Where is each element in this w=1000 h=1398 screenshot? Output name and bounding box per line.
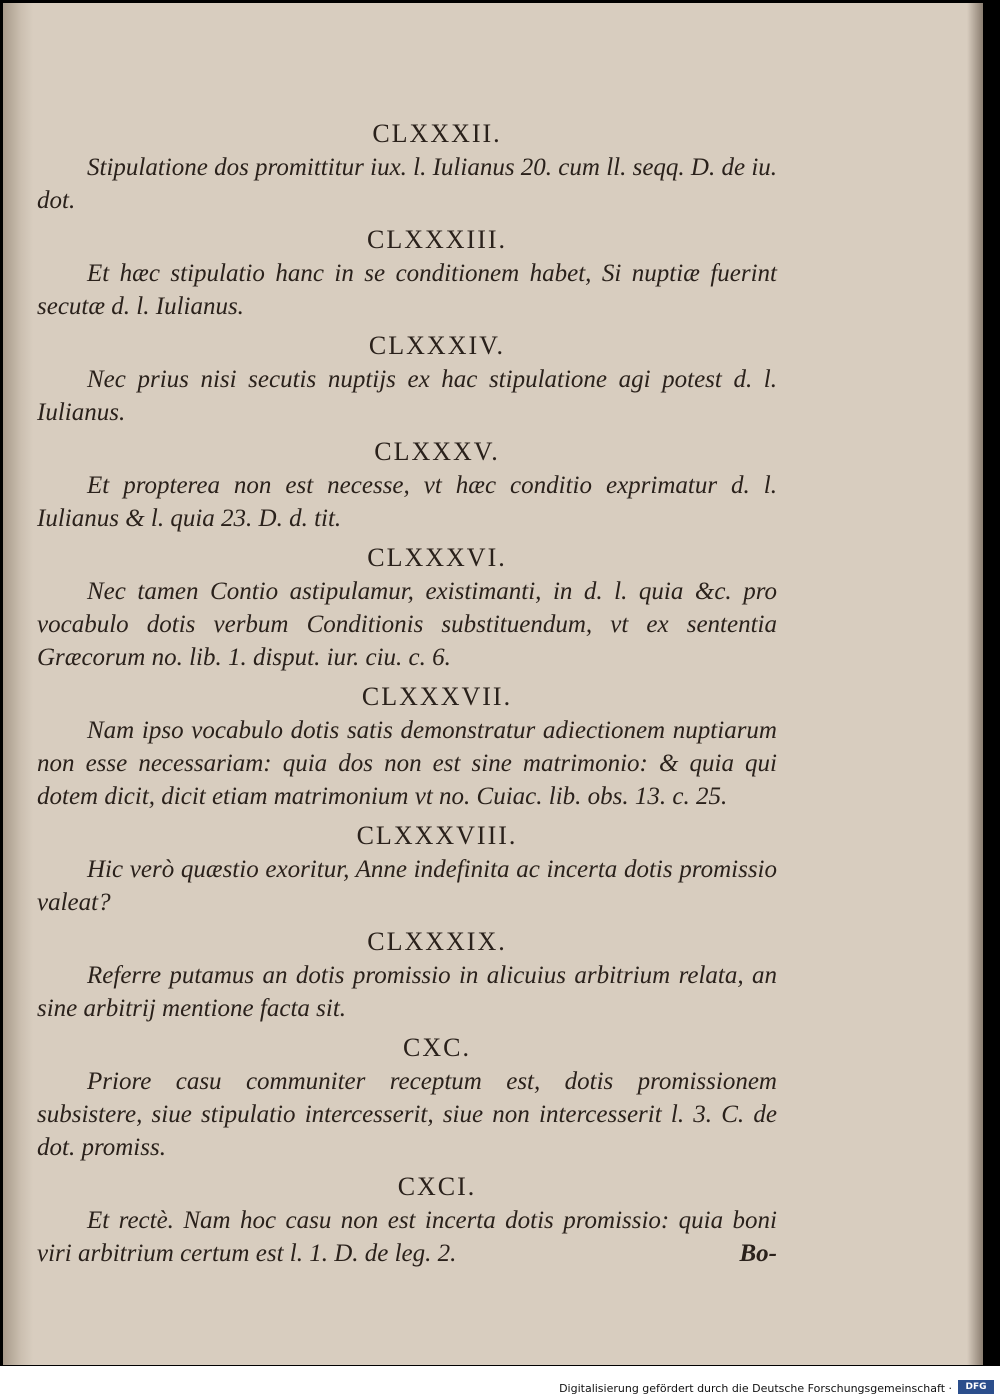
section-text: Nam ipso vocabulo dotis satis demonstratur adiectionem nuptiarum non esse necessariam: quia dos non est sine matrimonio: & quia qui dotem dicit, dicit etiam matrimonium vt no. Cuiac. lib. obs. 13. c. 25.	[37, 717, 777, 810]
section-heading: CLXXXV.	[374, 437, 500, 466]
section-heading: CLXXXII.	[372, 119, 502, 148]
section-text: Nec prius nisi secutis nuptijs ex hac stipulatione agi potest d. l. Iulianus.	[37, 366, 777, 426]
section-text: Et hæc stipulatio hanc in se conditionem habet, Si nuptiæ fuerint secutæ d. l. Iulianus.	[37, 260, 777, 320]
book-page	[3, 3, 983, 1365]
dfg-logo-icon: DFG	[958, 1380, 994, 1394]
section	[37, 223, 777, 323]
section-heading: CLXXXVII.	[361, 682, 513, 711]
section	[37, 1170, 777, 1270]
section	[37, 680, 777, 813]
section-text: Et propterea non est necesse, vt hæc conditio exprimatur d. l. Iulianus & l. quia 23. D. d. tit.	[37, 472, 777, 532]
section-text	[37, 1204, 777, 1270]
section	[37, 819, 777, 919]
section-text: Stipulatione dos promittitur iux. l. Iulianus 20. cum ll. seqq. D. de iu. dot.	[37, 154, 778, 214]
page-edge	[967, 3, 983, 1365]
text-block	[37, 111, 777, 1270]
section-heading: CLXXXVIII.	[356, 821, 518, 850]
section-text-body: Et rectè. Nam hoc casu non est incerta dotis promissio: quia boni viri arbitrium certum est l. 1. D. de leg. 2.	[37, 1207, 777, 1267]
section-text: Priore casu communiter receptum est, dotis promissionem subsistere, siue stipulatio intercesserit, siue non intercesserit l. 3. C. de dot. promiss.	[37, 1068, 777, 1161]
section	[37, 1031, 777, 1164]
section-text: Hic verò quæstio exoritur, Anne indefinita ac incerta dotis promissio valeat?	[37, 856, 777, 916]
section-text: Referre putamus an dotis promissio in alicuius arbitrium relata, an sine arbitrij mentione facta sit.	[37, 962, 777, 1022]
section-heading: CLXXXVI.	[367, 543, 507, 572]
section	[37, 117, 777, 217]
section	[37, 925, 777, 1025]
section-heading: CLXXXIII.	[366, 225, 508, 254]
section-heading: CLXXXIX.	[367, 927, 507, 956]
section-heading: CXC.	[403, 1033, 471, 1062]
footer-credit: Digitalisierung gefördert durch die Deutsche Forschungsgemeinschaft ·	[559, 1382, 952, 1395]
book-spine	[3, 3, 33, 1365]
section-text: Nec tamen Contio astipulamur, existimanti, in d. l. quia &c. pro vocabulo dotis verbum Conditionis substituendum, vt ex sententia Græcorum no. lib. 1. disput. iur. ciu. c. 6.	[37, 578, 777, 671]
section	[37, 435, 777, 535]
section	[37, 541, 777, 674]
section-heading: CXCI.	[397, 1172, 477, 1201]
section	[37, 329, 777, 429]
section-heading: CLXXXIV.	[368, 331, 506, 360]
catchword: Bo-	[739, 1240, 777, 1267]
